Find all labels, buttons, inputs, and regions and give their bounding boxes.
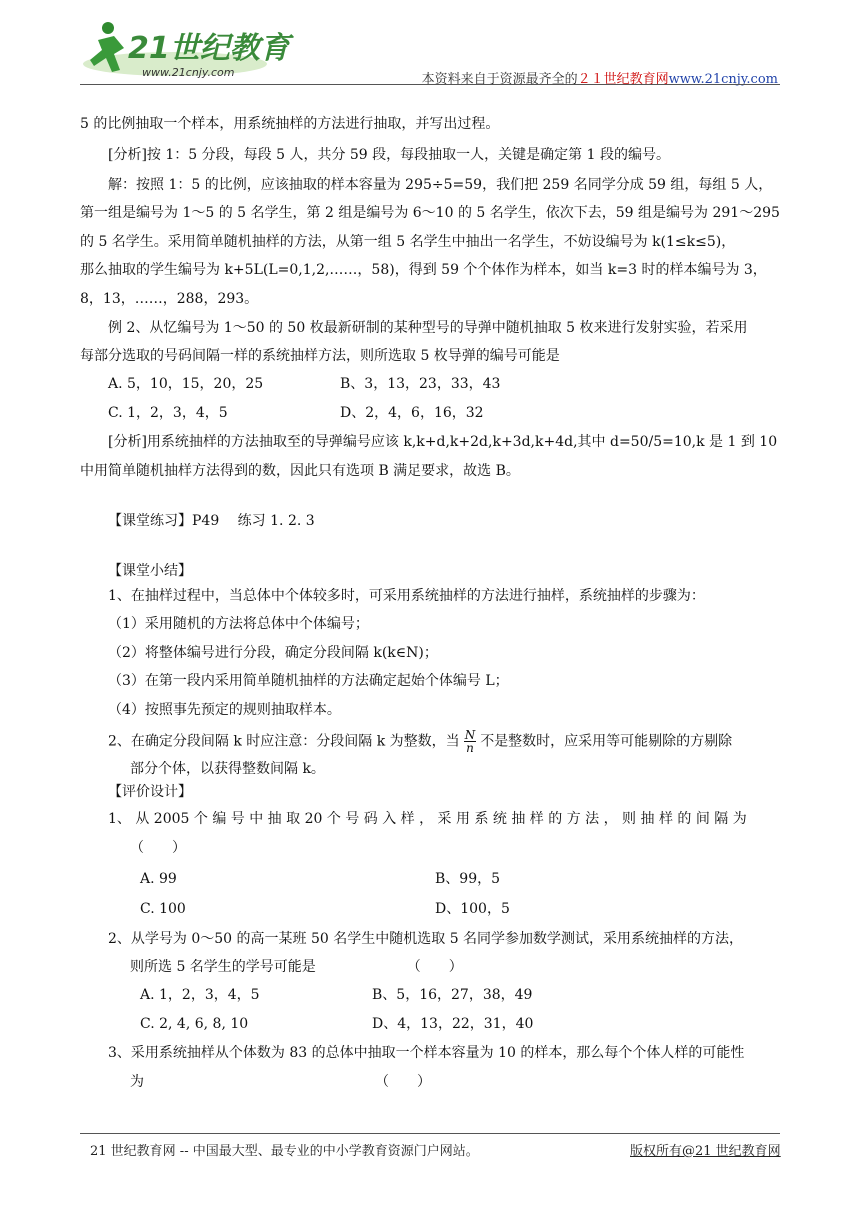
option-b: B、3，13，23，33，43 bbox=[340, 376, 501, 392]
option-c: C. 1，2，3，4，5 bbox=[108, 405, 228, 421]
logo-21cnjy bbox=[80, 14, 310, 80]
question-3: 3、采用系统抽样从个体数为 83 的总体中抽取一个样本容量为 10 的样本，那么每个个体人样的可能性 bbox=[108, 1045, 745, 1061]
fraction-n-over-n: $\frac{N}{n}$ bbox=[464, 728, 476, 755]
q1-option-a: A. 99 bbox=[140, 871, 177, 887]
question-1: 1、 从 2005 个 编 号 中 抽 取 20 个 号 码 入 样 ， 采 用 系 统 抽 样 的 方 法 ， 则 抽 样 的 间 隔 为 bbox=[108, 811, 747, 827]
summary-heading: 【课堂小结】 bbox=[108, 563, 192, 579]
text-line: 那么抽取的学生编号为 k+5L(L=0,1,2,……，58)，得到 59 个个体作为样本，如当 k=3 时的样本编号为 3， bbox=[80, 262, 767, 278]
q2-option-c: C. 2, 4, 6, 8, 10 bbox=[140, 1016, 249, 1032]
q2-option-a: A. 1，2，3，4，5 bbox=[140, 987, 260, 1003]
footer-copyright-link[interactable]: 版权所有@21 世纪教育网 bbox=[630, 1144, 781, 1159]
summary-step: （4）按照事先预定的规则抽取样本。 bbox=[108, 702, 341, 718]
summary-item: 1、在抽样过程中，当总体中个体较多时，可采用系统抽样的方法进行抽样，系统抽样的步骤为： bbox=[108, 588, 705, 604]
option-d: D、2，4，6，16，32 bbox=[340, 405, 484, 421]
text-line: 第一组是编号为 1～5 的 5 名学生，第 2 组是编号为 6～10 的 5 名学生，依次下去，59 组是编号为 291～295 bbox=[80, 205, 780, 221]
text-line: 5 的比例抽取一个样本，用系统抽样的方法进行抽取，并写出过程。 bbox=[80, 116, 500, 132]
svg-text:21世纪教育: 21世纪教育 bbox=[128, 31, 290, 66]
summary-step: （2）将整体编号进行分段，确定分段间隔 k(k∈N)； bbox=[108, 645, 438, 661]
q2-option-b: B、5，16，27，38，49 bbox=[372, 987, 533, 1003]
question-3-cont: 为 （ ） bbox=[130, 1074, 431, 1090]
example-2-line: 例 2、从忆编号为 1～50 的 50 枚最新研制的某种型号的导弹中随机抽取 5 枚来进行发射实验，若采用 bbox=[108, 320, 748, 336]
header-divider bbox=[80, 84, 780, 85]
question-2-cont: 则所选 5 名学生的学号可能是 （ ） bbox=[130, 959, 463, 975]
page-header bbox=[80, 14, 780, 87]
q1-option-d: D、100，5 bbox=[435, 901, 510, 917]
svg-text:www.21cnjy.com: www.21cnjy.com bbox=[142, 66, 235, 79]
question-1-paren: （ ） bbox=[130, 840, 186, 856]
text-line: 每部分选取的号码间隔一样的系统抽样方法，则所选取 5 枚导弹的编号可能是 bbox=[80, 348, 560, 364]
text-line: 8，13，……，288，293。 bbox=[80, 291, 259, 307]
text-line: 的 5 名学生。采用简单随机抽样的方法，从第一组 5 名学生中抽出一名学生，不妨设编号为 k(1≤k≤5)， bbox=[80, 234, 736, 250]
q1-option-b: B、99，5 bbox=[435, 871, 501, 887]
question-2: 2、从学号为 0～50 的高一某班 50 名学生中随机选取 5 名同学参加数学测试，采用系统抽样的方法， bbox=[108, 931, 744, 947]
option-a: A. 5，10，15，20，25 bbox=[108, 376, 264, 392]
solution-line: 解：按照 1：5 的比例，应该抽取的样本容量为 295÷5=59，我们把 259 名同学分成 59 组，每组 5 人， bbox=[108, 177, 773, 193]
text-line: 中用简单随机抽样方法得到的数，因此只有选项 B 满足要求，故选 B。 bbox=[80, 463, 520, 479]
analysis-line: [分析]用系统抽样的方法抽取至的导弹编号应该 k,k+d,k+2d,k+3d,k+4d,其中 d=50/5=10,k 是 1 到 10 bbox=[108, 434, 778, 450]
practice-line: 【课堂练习】P49 练习 1. 2. 3 bbox=[108, 513, 315, 529]
summary-step: （1）采用随机的方法将总体中个体编号； bbox=[108, 616, 369, 632]
header-note: 本资料来自于资源最齐全的２１世纪教育网www.21cnjy.com bbox=[421, 72, 778, 87]
footer-divider bbox=[80, 1133, 780, 1134]
analysis-line: [分析]按 1：5 分段，每段 5 人，共分 59 段，每段抽取一人，关键是确定第 1 段的编号。 bbox=[108, 147, 670, 163]
summary-item: 2、在确定分段间隔 k 时应注意：分段间隔 k 为整数，当 $\frac{N}{n}$ 不是整数时，应采用等可能剔除的方剔除 bbox=[108, 728, 733, 755]
summary-item-cont: 部分个体，以获得整数间隔 k。 bbox=[130, 761, 325, 777]
footer-text: 21 世纪教育网 -- 中国最大型、最专业的中小学教育资源门户网站。 bbox=[90, 1144, 479, 1159]
summary-step: （3）在第一段内采用简单随机抽样的方法确定起始个体编号 L； bbox=[108, 673, 509, 689]
evaluation-heading: 【评价设计】 bbox=[108, 784, 192, 800]
header-url: www.21cnjy.com bbox=[668, 72, 778, 87]
q1-option-c: C. 100 bbox=[140, 901, 186, 917]
q2-option-d: D、4，13，22，31，40 bbox=[372, 1016, 534, 1032]
